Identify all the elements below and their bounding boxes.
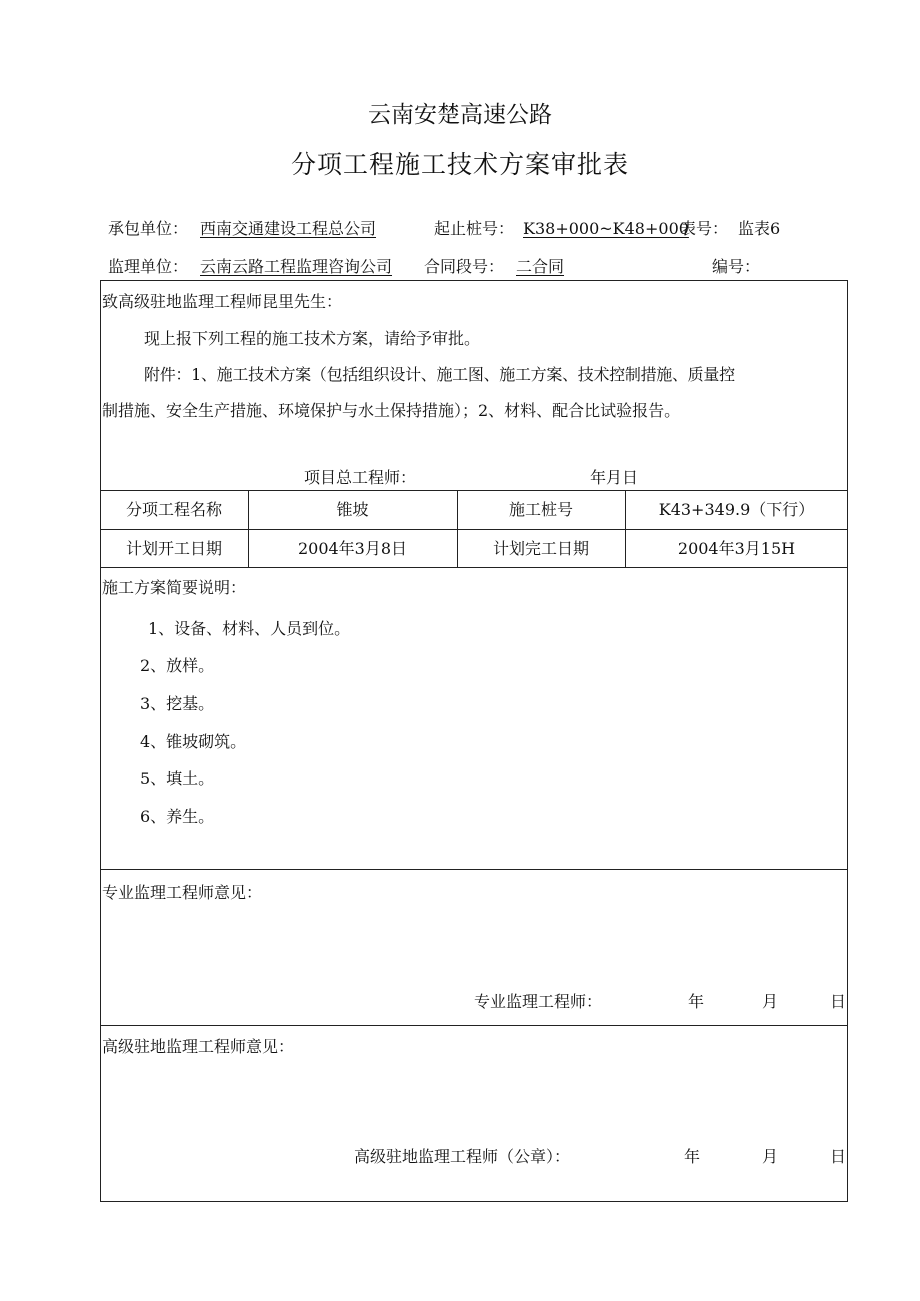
form-number-label: 表号： xyxy=(680,219,729,238)
list-item: 1、设备、材料、人员到位。 xyxy=(148,619,351,638)
item-name-label: 分项工程名称 xyxy=(125,500,222,519)
plan-heading: 施工方案简要说明： xyxy=(102,578,247,597)
planned-start-value: 2004年3月8日 xyxy=(297,539,408,558)
resident-month: 月 xyxy=(762,1147,779,1166)
contract-section-value: 二合同 xyxy=(516,257,565,276)
resident-year: 年 xyxy=(684,1147,701,1166)
specialist-day: 日 xyxy=(830,992,847,1011)
station-range-label: 起止桩号： xyxy=(434,219,515,238)
contractor-label: 承包单位： xyxy=(108,219,189,238)
resident-opinion-heading: 高级驻地监理工程师意见： xyxy=(102,1037,295,1056)
request-date: 年月日 xyxy=(590,468,639,487)
divider xyxy=(100,529,848,530)
planned-start-label: 计划开工日期 xyxy=(125,539,222,558)
attachment-text-cont: 制措施、安全生产措施、环境保护与水土保持措施）；2、材料、配合比试验报告。 xyxy=(102,401,681,420)
divider xyxy=(100,869,848,870)
specialist-month: 月 xyxy=(762,992,779,1011)
specialist-engineer-label: 专业监理工程师： xyxy=(474,992,603,1011)
contractor-value: 西南交通建设工程总公司 xyxy=(200,219,377,238)
station-range-value: K38+000~K48+000 xyxy=(523,219,689,238)
item-name-value: 锥坡 xyxy=(336,500,369,519)
request-text: 现上报下列工程的施工技术方案，请给予审批。 xyxy=(144,329,481,348)
list-item: 5、填土。 xyxy=(140,769,215,788)
specialist-year: 年 xyxy=(688,992,705,1011)
divider xyxy=(100,1025,848,1026)
document-title: 云南安楚高速公路 xyxy=(368,102,552,128)
list-item: 6、养生。 xyxy=(140,807,215,826)
resident-engineer-label: 高级驻地监理工程师（公章）： xyxy=(354,1147,571,1166)
planned-end-label: 计划完工日期 xyxy=(492,539,589,558)
list-item: 2、放样。 xyxy=(140,656,215,675)
salutation: 致高级驻地监理工程师昆里先生： xyxy=(102,292,343,311)
document-subtitle: 分项工程施工技术方案审批表 xyxy=(290,150,629,179)
divider xyxy=(100,490,848,491)
planned-end-value: 2004年3月15H xyxy=(677,539,796,558)
list-item: 4、锥坡砌筑。 xyxy=(140,732,247,751)
serial-number-label: 编号： xyxy=(712,257,761,276)
resident-day: 日 xyxy=(830,1147,847,1166)
supervisor-value: 云南云路工程监理咨询公司 xyxy=(200,257,393,276)
station-label: 施工桩号 xyxy=(508,500,573,519)
attachment-text: 附件：1、施工技术方案（包括组织设计、施工图、施工方案、技术控制措施、质量控 xyxy=(144,365,735,384)
form-number-value: 监表6 xyxy=(738,219,781,238)
contract-section-label: 合同段号： xyxy=(424,257,505,276)
list-item: 3、挖基。 xyxy=(140,694,215,713)
divider xyxy=(100,567,848,568)
station-value: K43+349.9（下行） xyxy=(658,500,815,519)
chief-engineer-label: 项目总工程师： xyxy=(304,468,417,487)
supervisor-label: 监理单位： xyxy=(108,257,189,276)
specialist-opinion-heading: 专业监理工程师意见： xyxy=(102,883,263,902)
